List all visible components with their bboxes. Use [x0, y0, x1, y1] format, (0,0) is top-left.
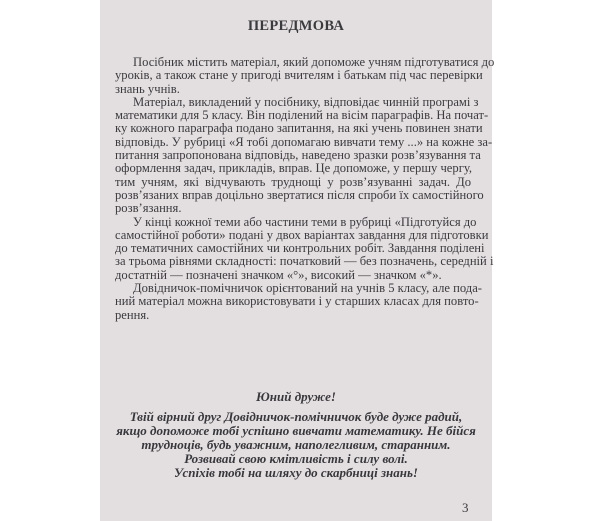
paragraph-line: рення.: [115, 307, 150, 322]
paragraph-line: розв’язаних вправ доцільно звертатися після спроби їх самостійного: [115, 187, 484, 202]
paragraph-line: У кінці кожної теми або частини теми в рубриці «Підготуйся до: [133, 214, 477, 229]
appeal-line: трудноців, будь уважним, наполегливим, старанним.: [141, 437, 451, 452]
paragraph-line: оформлення задач, прикладів, вправ. Це допоможе, у першу чергу,: [115, 161, 473, 176]
appeal-line: Успіхів тобі на шляху до скарбниці знань!: [174, 465, 418, 480]
paragraph-line: знань учнів.: [115, 81, 180, 96]
paragraph-line: ку кожного параграфа подано запитання, на які учень повинен знати: [115, 121, 483, 136]
paragraph-line: ний матеріал можна використовувати і у старших класах для повто-: [115, 294, 479, 309]
paragraph-line: Матеріал, викладений у посібнику, відповідає чинній програмі з: [133, 94, 479, 109]
appeal-line: якщо допоможе тобі успішно вивчати математику. Не бійся: [116, 423, 476, 438]
book-page: [100, 0, 495, 521]
paragraph-line: розв’язання.: [115, 201, 182, 216]
appeal-line: Розвивай свою кмітливість і силу волі.: [184, 451, 408, 466]
paragraph-line: за трьома рівнями складності: початковий — без позначень, середній і: [115, 254, 494, 269]
paragraph-line: Довідничок-помічничок орієнтований на учнів 5 класу, але пода-: [133, 281, 482, 296]
paragraph-line: самостійної роботи» подані у двох варіантах завдання для підготовки: [115, 227, 489, 242]
appeal-block: [100, 390, 492, 480]
paragraph-line: Посібник містить матеріал, який допоможе учням підготуватися до: [133, 55, 495, 69]
preface-body: [115, 55, 495, 322]
paragraph-line: достатній — позначені значком «°», високий — значком «*».: [115, 267, 442, 282]
page-title: ПЕРЕДМОВА: [247, 18, 345, 34]
paragraph-line: уроків, а також стане у пригоді вчителям і батькам під час перевірки: [115, 68, 483, 83]
appeal-line: Твій вірний друг Довідничок-помічничок буде дуже радий,: [129, 409, 463, 424]
paragraph-line: відповідь. У рубриці «Я тобі допомагаю вивчати тему ...» на кожне за-: [115, 134, 493, 149]
page-number: 3: [462, 500, 469, 515]
paragraph-line: математики для 5 класу. Він поділений на вісім параграфів. На почат-: [115, 108, 489, 123]
paragraph-line: до тематичних самостійних чи контрольних робіт. Завдання поділені: [115, 241, 485, 256]
paragraph-line: питання запропонована відповідь, наведено зразки розв’язування та: [115, 148, 481, 163]
paragraph-line: тим учням, які відчувають труднощі у розв’язуванні задач. До: [115, 174, 471, 189]
appeal-greeting: Юний друже!: [256, 389, 336, 404]
